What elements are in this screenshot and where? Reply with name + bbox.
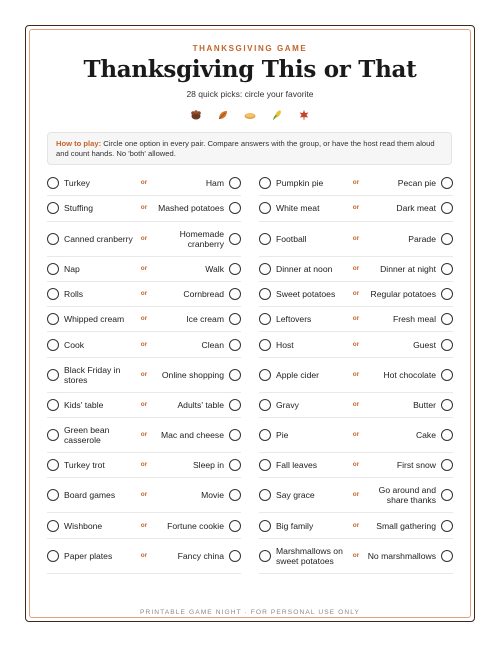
option-b-circle[interactable]	[441, 288, 453, 300]
option-a-label: Fall leaves	[276, 460, 318, 471]
option-a-circle[interactable]	[259, 489, 271, 501]
or-label: or	[140, 521, 148, 529]
option-a-label: Apple cider	[276, 369, 319, 380]
option-a-label: Dinner at noon	[276, 263, 333, 274]
option-a-label: Big family	[276, 520, 314, 531]
option-a-label: Turkey	[64, 178, 90, 189]
option-a-circle[interactable]	[47, 550, 59, 562]
option-a-circle[interactable]	[259, 399, 271, 411]
pair-row	[47, 282, 241, 307]
or-label: or	[352, 264, 360, 272]
or-label: or	[140, 431, 148, 439]
corn-icon	[271, 109, 283, 121]
option-b-circle[interactable]	[229, 233, 241, 245]
or-label: or	[352, 315, 360, 323]
pair-row	[259, 393, 453, 418]
pair-row	[47, 222, 241, 257]
or-label: or	[352, 400, 360, 408]
option-a-label: Whipped cream	[64, 314, 125, 325]
pair-row	[259, 358, 453, 393]
eyebrow-label: THANKSGIVING GAME	[192, 44, 308, 53]
option-b-label: First snow	[396, 460, 436, 471]
or-label: or	[140, 551, 148, 559]
option-b-circle[interactable]	[229, 339, 241, 351]
pair-row	[47, 453, 241, 478]
pair-row	[259, 282, 453, 307]
option-a-label: Host	[276, 339, 294, 350]
option-b-label: Fortune cookie	[167, 520, 224, 531]
option-a-label: Say grace	[276, 490, 315, 501]
option-a-circle[interactable]	[259, 313, 271, 325]
option-b-circle[interactable]	[441, 369, 453, 381]
or-label: or	[140, 461, 148, 469]
option-a-label: Sweet potatoes	[276, 289, 336, 300]
option-a-label: Marshmallows on sweet potatoes	[276, 545, 343, 566]
pair-row	[47, 539, 241, 574]
option-a-label: Stuffing	[64, 203, 93, 214]
or-label: or	[140, 491, 148, 499]
pair-row	[259, 171, 453, 196]
option-a-circle[interactable]	[259, 263, 271, 275]
option-b-label: Ham	[205, 178, 224, 189]
option-b-label: Parade	[408, 233, 436, 244]
option-b-circle[interactable]	[441, 399, 453, 411]
pair-row	[259, 478, 453, 513]
option-a-label: Pumpkin pie	[276, 178, 324, 189]
option-b-circle[interactable]	[441, 202, 453, 214]
option-a-label: Paper plates	[64, 550, 113, 561]
option-b-circle[interactable]	[229, 263, 241, 275]
or-label: or	[140, 204, 148, 212]
option-a-circle[interactable]	[47, 459, 59, 471]
or-label: or	[352, 290, 360, 298]
pie-icon	[244, 109, 256, 121]
or-label: or	[140, 315, 148, 323]
option-b-circle[interactable]	[229, 369, 241, 381]
option-b-circle[interactable]	[441, 429, 453, 441]
pair-row	[259, 453, 453, 478]
option-a-label: Rolls	[64, 289, 84, 300]
pair-row	[47, 307, 241, 332]
option-b-label: Fancy china	[177, 550, 224, 561]
option-b-label: Pecan pie	[397, 178, 436, 189]
or-label: or	[140, 179, 148, 187]
option-b-circle[interactable]	[441, 339, 453, 351]
option-a-label: Wishbone	[64, 520, 103, 531]
option-b-circle[interactable]	[441, 263, 453, 275]
option-b-label: Dark meat	[396, 203, 436, 214]
option-b-label: Adults' table	[177, 399, 224, 410]
pair-row	[47, 478, 241, 513]
or-label: or	[352, 431, 360, 439]
how-to-play-label: How to play:	[56, 139, 102, 148]
option-a-label: Football	[276, 233, 307, 244]
option-b-circle[interactable]	[229, 177, 241, 189]
option-b-label: Mac and cheese	[160, 430, 224, 441]
option-b-circle[interactable]	[441, 177, 453, 189]
option-b-circle[interactable]	[229, 489, 241, 501]
pair-row	[259, 222, 453, 257]
or-label: or	[140, 234, 148, 242]
option-b-label: Walk	[205, 263, 224, 274]
pair-row	[47, 418, 241, 453]
option-a-label: Nap	[64, 263, 80, 274]
option-a-circle[interactable]	[259, 288, 271, 300]
footer-note: PRINTABLE GAME NIGHT · FOR PERSONAL USE ONLY	[140, 609, 360, 616]
option-b-circle[interactable]	[441, 550, 453, 562]
option-b-label: Hot chocolate	[383, 369, 436, 380]
option-a-circle[interactable]	[259, 339, 271, 351]
option-a-circle[interactable]	[259, 177, 271, 189]
pair-row	[47, 332, 241, 357]
option-b-label: Cornbread	[183, 289, 224, 300]
option-b-circle[interactable]	[441, 313, 453, 325]
or-label: or	[352, 179, 360, 187]
pair-row	[259, 196, 453, 221]
option-b-circle[interactable]	[229, 399, 241, 411]
option-b-label: Ice cream	[186, 314, 224, 325]
option-b-circle[interactable]	[229, 202, 241, 214]
or-label: or	[140, 400, 148, 408]
option-b-circle[interactable]	[441, 233, 453, 245]
option-a-label: White meat	[276, 203, 320, 214]
option-a-circle[interactable]	[47, 339, 59, 351]
pair-row	[47, 358, 241, 393]
pair-row	[259, 418, 453, 453]
pair-row	[259, 539, 453, 574]
option-a-circle[interactable]	[47, 313, 59, 325]
option-a-circle[interactable]	[47, 202, 59, 214]
option-a-label: Pie	[276, 430, 289, 441]
page-title: Thanksgiving This or That	[83, 56, 417, 83]
option-a-circle[interactable]	[259, 520, 271, 532]
option-b-label: Mashed potatoes	[158, 203, 224, 214]
how-to-play-box	[47, 132, 452, 165]
option-a-circle[interactable]	[47, 288, 59, 300]
or-label: or	[352, 521, 360, 529]
icon-row	[0, 109, 500, 125]
option-a-label: Black Friday in stores	[64, 364, 121, 385]
option-b-circle[interactable]	[229, 288, 241, 300]
or-label: or	[352, 340, 360, 348]
option-a-circle[interactable]	[47, 520, 59, 532]
option-a-circle[interactable]	[259, 459, 271, 471]
option-b-label: Go around and share thanks	[378, 485, 436, 506]
option-b-circle[interactable]	[229, 459, 241, 471]
option-b-label: Regular potatoes	[370, 289, 436, 300]
option-b-circle[interactable]	[229, 313, 241, 325]
pair-row	[47, 171, 241, 196]
option-b-circle[interactable]	[441, 459, 453, 471]
or-label: or	[352, 204, 360, 212]
option-a-circle[interactable]	[47, 263, 59, 275]
option-b-circle[interactable]	[441, 489, 453, 501]
option-a-circle[interactable]	[47, 489, 59, 501]
maple-leaf-icon	[298, 109, 310, 121]
option-b-circle[interactable]	[229, 550, 241, 562]
option-b-circle[interactable]	[229, 520, 241, 532]
leaf-icon	[217, 109, 229, 121]
option-b-label: Movie	[201, 490, 224, 501]
option-b-label: Butter	[413, 399, 436, 410]
option-a-label: Canned cranberry	[64, 233, 133, 244]
or-label: or	[352, 491, 360, 499]
pair-row	[47, 196, 241, 221]
option-a-circle[interactable]	[47, 429, 59, 441]
option-a-label: Gravy	[276, 399, 299, 410]
option-a-circle[interactable]	[47, 399, 59, 411]
page-subtitle: 28 quick picks: circle your favorite	[186, 89, 314, 99]
or-label: or	[352, 461, 360, 469]
pair-row	[259, 257, 453, 282]
option-b-label: Homemade cranberry	[179, 228, 224, 249]
option-b-label: Dinner at night	[380, 263, 436, 274]
option-b-circle[interactable]	[229, 429, 241, 441]
option-a-label: Green bean casserole	[64, 425, 110, 446]
option-a-circle[interactable]	[259, 429, 271, 441]
option-b-label: No marshmallows	[367, 550, 436, 561]
or-label: or	[352, 370, 360, 378]
option-a-circle[interactable]	[259, 369, 271, 381]
option-b-label: Small gathering	[376, 520, 436, 531]
option-b-label: Guest	[413, 339, 436, 350]
pair-row	[259, 307, 453, 332]
pair-row	[47, 393, 241, 418]
pair-row	[259, 513, 453, 538]
option-a-circle[interactable]	[47, 369, 59, 381]
option-b-label: Clean	[201, 339, 224, 350]
option-b-label: Cake	[415, 430, 436, 441]
or-label: or	[352, 234, 360, 242]
option-a-label: Kids' table	[64, 399, 104, 410]
turkey-icon	[190, 109, 202, 121]
left-column	[47, 171, 241, 574]
option-a-label: Board games	[64, 490, 116, 501]
option-a-circle[interactable]	[259, 550, 271, 562]
option-b-label: Online shopping	[161, 369, 224, 380]
pair-row	[47, 257, 241, 282]
or-label: or	[140, 290, 148, 298]
option-b-label: Fresh meal	[393, 314, 436, 325]
option-b-circle[interactable]	[441, 520, 453, 532]
option-a-label: Cook	[64, 339, 85, 350]
option-a-circle[interactable]	[259, 202, 271, 214]
option-a-circle[interactable]	[47, 177, 59, 189]
how-to-play-text: Circle one option in every pair. Compare answers with the group, or have the host read them aloud and count hands. No 'both' allowed.	[56, 139, 435, 158]
or-label: or	[140, 264, 148, 272]
pair-row	[47, 513, 241, 538]
option-a-label: Turkey trot	[64, 460, 105, 471]
option-a-circle[interactable]	[47, 233, 59, 245]
right-column	[259, 171, 453, 574]
or-label: or	[140, 340, 148, 348]
option-a-circle[interactable]	[259, 233, 271, 245]
option-b-label: Sleep in	[192, 460, 224, 471]
or-label: or	[352, 551, 360, 559]
option-a-label: Leftovers	[276, 314, 312, 325]
or-label: or	[140, 370, 148, 378]
pair-row	[259, 332, 453, 357]
